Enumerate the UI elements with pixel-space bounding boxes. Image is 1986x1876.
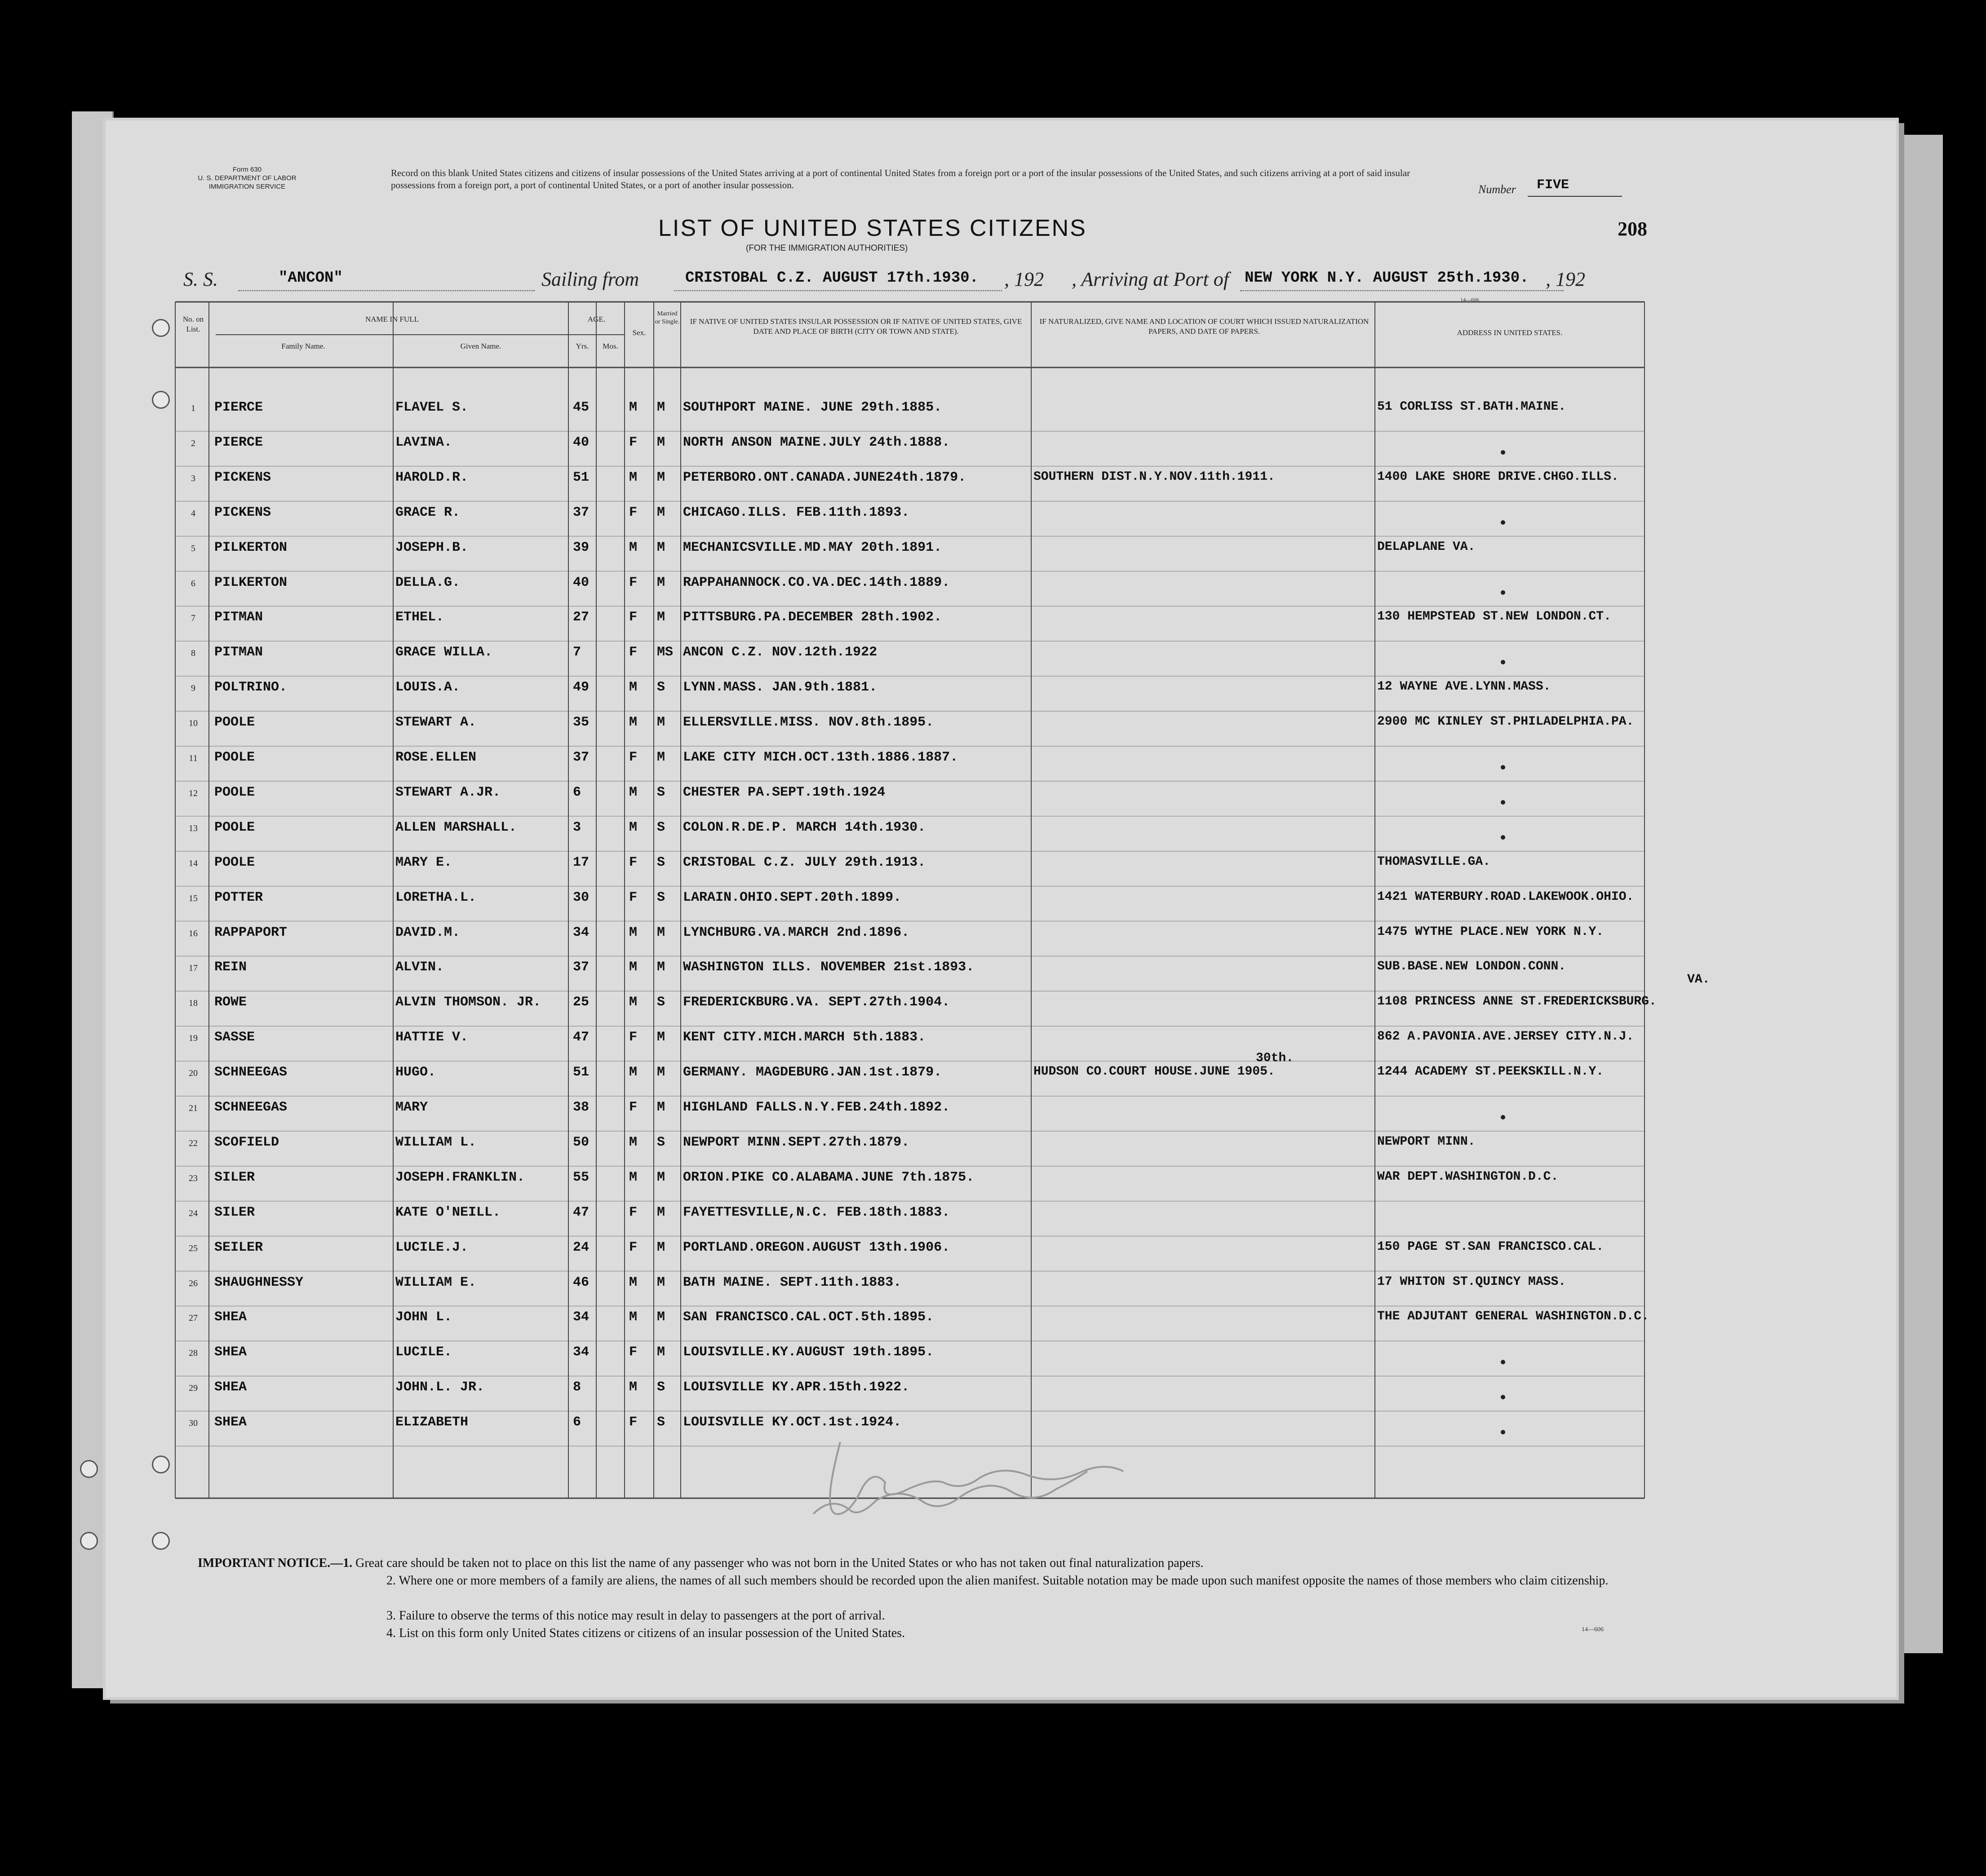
marital-status-cell: S	[657, 889, 665, 905]
marital-status-cell: S	[657, 995, 665, 1010]
birthplace-cell: CHICAGO.ILLS. FEB.11th.1893.	[683, 504, 910, 520]
birthplace-cell: LOUISVILLE KY.OCT.1st.1924.	[683, 1415, 902, 1430]
row-number: 16	[189, 928, 198, 938]
row-number: 10	[189, 718, 198, 729]
given-name-cell: WILLIAM E.	[395, 1274, 477, 1290]
family-name-cell: POTTER	[214, 889, 263, 905]
sex-cell: F	[629, 1030, 638, 1045]
punch-hole	[152, 1456, 170, 1473]
birthplace-cell: CHESTER PA.SEPT.19th.1924	[683, 784, 886, 800]
number-label: Number	[1478, 183, 1516, 196]
family-name-cell: SHEA	[214, 1415, 247, 1430]
birthplace-cell: LARAIN.OHIO.SEPT.20th.1899.	[683, 889, 902, 905]
sex-cell: M	[629, 715, 638, 730]
family-name-cell: SHEA	[214, 1380, 247, 1395]
age-cell: 3	[573, 819, 581, 835]
birthplace-cell: ELLERSVILLE.MISS. NOV.8th.1895.	[683, 715, 934, 730]
marital-status-cell: M	[657, 469, 665, 485]
row-number: 4	[191, 508, 195, 518]
punch-hole	[152, 1532, 170, 1550]
given-name-cell: STEWART A.JR.	[395, 784, 501, 800]
page-title: LIST OF UNITED STATES CITIZENS	[658, 215, 1087, 241]
birthplace-cell: ANCON C.Z. NOV.12th.1922	[683, 645, 878, 660]
family-name-cell: PITMAN	[214, 645, 263, 660]
given-name-cell: WILLIAM L.	[395, 1134, 477, 1150]
family-name-cell: PICKENS	[214, 469, 271, 485]
birthplace-cell: MECHANICSVILLE.MD.MAY 20th.1891.	[683, 540, 942, 555]
birthplace-cell: HIGHLAND FALLS.N.Y.FEB.24th.1892.	[683, 1100, 950, 1115]
row-number: 26	[189, 1278, 198, 1288]
marital-status-cell: M	[657, 750, 665, 765]
row-number: 8	[191, 648, 195, 659]
notice-item-3: 3. Failure to observe the terms of this notice may result in delay to passengers at the port of arrival.	[386, 1609, 885, 1623]
row-number: 21	[189, 1103, 198, 1113]
birthplace-cell: PETERBORO.ONT.CANADA.JUNE24th.1879.	[683, 469, 966, 485]
notice-item-1: Great care should be taken not to place on this list the name of any passenger who was not born in the United States or who has not taken out final naturalization papers.	[355, 1556, 1204, 1570]
address-cell: WAR DEPT.WASHINGTON.D.C.	[1377, 1169, 1559, 1184]
address-cell: 17 WHITON ST.QUINCY MASS.	[1377, 1274, 1566, 1289]
row-number: 23	[189, 1173, 198, 1183]
given-name-cell: JOHN.L. JR.	[395, 1380, 485, 1395]
address-note: VA.	[1687, 973, 1710, 987]
family-name-cell: SEILER	[214, 1239, 263, 1255]
given-name-cell: ALVIN THOMSON. JR.	[395, 995, 541, 1010]
notice-item-2: 2. Where one or more members of a family are aliens, the names of all such members should be recorded upon the alien manifest. Suitable notation may be made upon such manifest opposite the names of those members who claim citizenship.	[386, 1574, 1609, 1588]
sex-cell: M	[629, 1380, 638, 1395]
given-name-cell: HUGO.	[395, 1065, 436, 1080]
col-header-naturalized: IF NATURALIZED, GIVE NAME AND LOCATION OF COURT WHICH ISSUED NATURALIZATION PAPERS, AND DATE OF PAPERS.	[1039, 317, 1369, 336]
row-number: 18	[189, 998, 198, 1009]
handwritten-signature	[786, 1424, 1281, 1545]
row-number: 13	[189, 823, 198, 833]
marital-status-cell: S	[657, 1380, 665, 1395]
punch-hole	[152, 319, 170, 337]
marital-status-cell: M	[657, 925, 665, 940]
form-identifier	[175, 165, 319, 191]
family-name-cell: SHEA	[214, 1310, 247, 1325]
age-cell: 30	[573, 889, 590, 905]
form-number: Form 630	[232, 166, 262, 173]
family-name-cell: REIN	[214, 960, 247, 975]
sex-cell: M	[629, 819, 638, 835]
ditto-mark	[1501, 1115, 1505, 1119]
age-cell: 34	[573, 925, 590, 940]
age-cell: 37	[573, 960, 590, 975]
given-name-cell: GRACE R.	[395, 504, 461, 520]
form-instructions: Record on this blank United States citizens and citizens of insular possessions of the United States arriving at a port of continental United States from a foreign port or a port of the insular possessions of the United States, and such citizens arriving at a port of said insular possessions from a foreign port, a port of continental United States, or a port of another insular possession.	[391, 168, 1410, 190]
sex-cell: F	[629, 1239, 638, 1255]
family-name-cell: PITMAN	[214, 610, 263, 625]
sex-cell: M	[629, 960, 638, 975]
given-name-cell: ALLEN MARSHALL.	[395, 819, 517, 835]
age-cell: 46	[573, 1274, 590, 1290]
ss-line	[238, 290, 535, 291]
given-name-cell: FLAVEL S.	[395, 400, 469, 415]
family-name-cell: POOLE	[214, 784, 255, 800]
age-cell: 27	[573, 610, 590, 625]
sex-cell: M	[629, 680, 638, 695]
address-cell: 150 PAGE ST.SAN FRANCISCO.CAL.	[1377, 1239, 1604, 1254]
family-name-cell: SASSE	[214, 1030, 255, 1045]
sex-cell: F	[629, 854, 638, 870]
age-cell: 45	[573, 400, 590, 415]
given-name-cell: LOUIS.A.	[395, 680, 461, 695]
ditto-mark	[1501, 450, 1505, 455]
family-name-cell: SHEA	[214, 1345, 247, 1360]
birthplace-cell: PITTSBURG.PA.DECEMBER 28th.1902.	[683, 610, 942, 625]
row-number: 22	[189, 1138, 198, 1148]
marital-status-cell: M	[657, 715, 665, 730]
col-header-name: NAME IN FULL	[365, 315, 419, 323]
age-cell: 24	[573, 1239, 590, 1255]
marital-status-cell: M	[657, 1100, 665, 1115]
address-cell: 130 HEMPSTEAD ST.NEW LONDON.CT.	[1377, 610, 1611, 624]
birthplace-cell: ORION.PIKE CO.ALABAMA.JUNE 7th.1875.	[683, 1169, 975, 1185]
birthplace-cell: GERMANY. MAGDEBURG.JAN.1st.1879.	[683, 1065, 942, 1080]
age-cell: 40	[573, 434, 590, 450]
given-name-cell: LAVINA.	[395, 434, 452, 450]
marital-status-cell: S	[657, 784, 665, 800]
row-number: 2	[191, 438, 195, 448]
age-cell: 49	[573, 680, 590, 695]
sex-cell: M	[629, 540, 638, 555]
family-name-cell: SILER	[214, 1204, 255, 1220]
col-header-mos: Mos.	[603, 342, 618, 350]
given-name-cell: HAROLD.R.	[395, 469, 469, 485]
arriving-line	[1240, 290, 1564, 291]
given-name-cell: JOHN L.	[395, 1310, 452, 1325]
age-cell: 39	[573, 540, 590, 555]
naturalization-cell: HUDSON CO.COURT HOUSE.JUNE 1905.	[1033, 1065, 1275, 1079]
sex-cell: M	[629, 1274, 638, 1290]
family-name-cell: SCOFIELD	[214, 1134, 279, 1150]
family-name-cell: SCHNEEGAS	[214, 1100, 288, 1115]
sex-cell: F	[629, 575, 638, 590]
address-cell: SUB.BASE.NEW LONDON.CONN.	[1377, 960, 1566, 974]
address-cell: 1421 WATERBURY.ROAD.LAKEWOOK.OHIO.	[1377, 889, 1634, 904]
row-number: 25	[189, 1243, 198, 1253]
age-cell: 8	[573, 1380, 581, 1395]
col-header-given: Given Name.	[460, 342, 501, 350]
col-header-birth: IF NATIVE OF UNITED STATES INSULAR POSSESSION OR IF NATIVE OF UNITED STATES, GIVE DATE AND PLACE OF BIRTH (CITY OR TOWN AND STATE).	[690, 317, 1022, 336]
sailing-value: CRISTOBAL C.Z. AUGUST 17th.1930.	[685, 270, 979, 287]
sex-cell: M	[629, 400, 638, 415]
age-cell: 7	[573, 645, 581, 660]
row-number: 14	[189, 858, 198, 868]
age-cell: 51	[573, 1065, 590, 1080]
marital-status-cell: M	[657, 434, 665, 450]
birthplace-cell: WASHINGTON ILLS. NOVEMBER 21st.1893.	[683, 960, 975, 975]
sex-cell: M	[629, 995, 638, 1010]
sex-cell: M	[629, 784, 638, 800]
sex-cell: F	[629, 1415, 638, 1430]
family-name-cell: POOLE	[214, 715, 255, 730]
age-cell: 6	[573, 784, 581, 800]
marital-status-cell: M	[657, 1065, 665, 1080]
marital-status-cell: M	[657, 575, 665, 590]
sailing-label: Sailing from	[541, 268, 639, 290]
birthplace-cell: FREDERICKBURG.VA. SEPT.27th.1904.	[683, 995, 950, 1010]
given-name-cell: ETHEL.	[395, 610, 444, 625]
punch-hole	[80, 1460, 98, 1478]
sex-cell: F	[629, 750, 638, 765]
row-number: 29	[189, 1383, 198, 1394]
ss-label: S. S.	[183, 268, 218, 290]
address-cell: 1475 WYTHE PLACE.NEW YORK N.Y.	[1377, 925, 1604, 939]
birthplace-cell: SAN FRANCISCO.CAL.OCT.5th.1895.	[683, 1310, 934, 1325]
marital-status-cell: M	[657, 1169, 665, 1185]
ditto-mark	[1501, 520, 1505, 525]
given-name-cell: DAVID.M.	[395, 925, 461, 940]
col-header-sex: Sex.	[632, 328, 646, 337]
family-name-cell: PIERCE	[214, 400, 263, 415]
year-label-1: , 192	[1004, 268, 1044, 290]
given-name-cell: ELIZABETH	[395, 1415, 469, 1430]
col-header-address: ADDRESS IN UNITED STATES.	[1457, 328, 1563, 337]
age-cell: 37	[573, 750, 590, 765]
address-cell: 1108 PRINCESS ANNE ST.FREDERICKSBURG.	[1377, 995, 1657, 1009]
family-name-cell: SILER	[214, 1169, 255, 1185]
birthplace-cell: BATH MAINE. SEPT.11th.1883.	[683, 1274, 902, 1290]
given-name-cell: ROSE.ELLEN	[395, 750, 477, 765]
address-cell: THOMASVILLE.GA.	[1377, 854, 1491, 869]
family-name-cell: PIERCE	[214, 434, 263, 450]
sex-cell: M	[629, 1065, 638, 1080]
marital-status-cell: MS	[657, 645, 674, 660]
sex-cell: F	[629, 1204, 638, 1220]
ditto-mark	[1501, 835, 1505, 840]
sex-cell: M	[629, 1134, 638, 1150]
row-number: 11	[189, 753, 198, 763]
naturalized-note: 30th.	[1256, 1051, 1294, 1065]
year-label-2: , 192	[1546, 268, 1585, 290]
sex-cell: M	[629, 1310, 638, 1325]
marital-status-cell: M	[657, 960, 665, 975]
row-number: 7	[191, 613, 195, 624]
birthplace-cell: COLON.R.DE.P. MARCH 14th.1930.	[683, 819, 926, 835]
row-number: 20	[189, 1068, 198, 1079]
address-cell: 1244 ACADEMY ST.PEEKSKILL.N.Y.	[1377, 1065, 1604, 1079]
row-number: 27	[189, 1313, 198, 1323]
row-number: 1	[191, 403, 195, 413]
printer-code-top: 14—606	[1460, 296, 1479, 303]
marital-status-cell: M	[657, 1310, 665, 1325]
sailing-line	[674, 290, 1002, 291]
marital-status-cell: M	[657, 1345, 665, 1360]
address-cell: DELAPLANE VA.	[1377, 540, 1476, 554]
row-number: 3	[191, 473, 195, 483]
form-department: U. S. DEPARTMENT OF LABOR	[198, 174, 297, 182]
age-cell: 35	[573, 715, 590, 730]
punch-hole	[152, 391, 170, 409]
given-name-cell: STEWART A.	[395, 715, 477, 730]
page-subtitle: (FOR THE IMMIGRATION AUTHORITIES)	[746, 243, 908, 253]
given-name-cell: LUCILE.J.	[395, 1239, 469, 1255]
sex-cell: F	[629, 645, 638, 660]
given-name-cell: KATE O'NEILL.	[395, 1204, 501, 1220]
marital-status-cell: S	[657, 680, 665, 695]
col-header-age: AGE.	[587, 315, 606, 323]
given-name-cell: JOSEPH.B.	[395, 540, 469, 555]
ditto-mark	[1501, 590, 1505, 595]
birthplace-cell: LOUISVILLE KY.APR.15th.1922.	[683, 1380, 910, 1395]
marital-status-cell: S	[657, 819, 665, 835]
marital-status-cell: M	[657, 1274, 665, 1290]
row-number: 12	[189, 788, 198, 798]
row-number: 15	[189, 893, 198, 903]
marital-status-cell: M	[657, 610, 665, 625]
family-name-cell: ROWE	[214, 995, 247, 1010]
family-name-cell: PICKENS	[214, 504, 271, 520]
marital-status-cell: S	[657, 1134, 665, 1150]
sex-cell: F	[629, 889, 638, 905]
address-cell: 862 A.PAVONIA.AVE.JERSEY CITY.N.J.	[1377, 1030, 1634, 1044]
family-name-cell: SCHNEEGAS	[214, 1065, 288, 1080]
col-header-married: Married or Single.	[655, 310, 680, 325]
given-name-cell: HATTIE V.	[395, 1030, 469, 1045]
given-name-cell: LUCILE.	[395, 1345, 452, 1360]
naturalization-cell: SOUTHERN DIST.N.Y.NOV.11th.1911.	[1033, 469, 1275, 484]
birthplace-cell: KENT CITY.MICH.MARCH 5th.1883.	[683, 1030, 926, 1045]
row-number: 6	[191, 578, 195, 588]
birthplace-cell: CRISTOBAL C.Z. JULY 29th.1913.	[683, 854, 926, 870]
ditto-mark	[1501, 800, 1505, 805]
birthplace-cell: LOUISVILLE.KY.AUGUST 19th.1895.	[683, 1345, 934, 1360]
family-name-cell: POOLE	[214, 750, 255, 765]
marital-status-cell: M	[657, 1030, 665, 1045]
birthplace-cell: NEWPORT MINN.SEPT.27th.1879.	[683, 1134, 910, 1150]
age-cell: 51	[573, 469, 590, 485]
sex-cell: M	[629, 1169, 638, 1185]
sex-cell: F	[629, 434, 638, 450]
age-cell: 38	[573, 1100, 590, 1115]
birthplace-cell: SOUTHPORT MAINE. JUNE 29th.1885.	[683, 400, 942, 415]
notice-item-4: 4. List on this form only United States citizens or citizens of an insular possession of the United States.	[386, 1626, 905, 1640]
address-cell: 51 CORLISS ST.BATH.MAINE.	[1377, 400, 1566, 414]
given-name-cell: DELLA.G.	[395, 575, 461, 590]
family-name-cell: POOLE	[214, 854, 255, 870]
age-cell: 6	[573, 1415, 581, 1430]
birthplace-cell: LYNCHBURG.VA.MARCH 2nd.1896.	[683, 925, 910, 940]
age-cell: 55	[573, 1169, 590, 1185]
address-cell: THE ADJUTANT GENERAL WASHINGTON.D.C.	[1377, 1310, 1649, 1324]
birthplace-cell: LAKE CITY MICH.OCT.13th.1886.1887.	[683, 750, 958, 765]
age-cell: 37	[573, 504, 590, 520]
birthplace-cell: FAYETTESVILLE,N.C. FEB.18th.1883.	[683, 1204, 950, 1220]
given-name-cell: LORETHA.L.	[395, 889, 477, 905]
family-name-cell: POOLE	[214, 819, 255, 835]
given-name-cell: MARY E.	[395, 854, 452, 870]
row-number: 24	[189, 1208, 198, 1218]
ditto-mark	[1501, 765, 1505, 770]
row-number: 28	[189, 1348, 198, 1358]
birthplace-cell: LYNN.MASS. JAN.9th.1881.	[683, 680, 878, 695]
family-name-cell: PILKERTON	[214, 575, 288, 590]
sex-cell: F	[629, 1100, 638, 1115]
marital-status-cell: M	[657, 540, 665, 555]
number-underline	[1528, 196, 1622, 197]
marital-status-cell: M	[657, 504, 665, 520]
row-number: 17	[189, 963, 198, 973]
sex-cell: F	[629, 504, 638, 520]
family-name-cell: SHAUGHNESSY	[214, 1274, 304, 1290]
number-value: FIVE	[1537, 177, 1569, 193]
sex-cell: F	[629, 1345, 638, 1360]
arriving-value: NEW YORK N.Y. AUGUST 25th.1930.	[1245, 270, 1529, 287]
given-name-cell: GRACE WILLA.	[395, 645, 493, 660]
col-header-yrs: Yrs.	[576, 342, 589, 350]
age-cell: 50	[573, 1134, 590, 1150]
address-cell: 12 WAYNE AVE.LYNN.MASS.	[1377, 680, 1551, 694]
form-service: IMMIGRATION SERVICE	[208, 183, 286, 190]
birthplace-cell: PORTLAND.OREGON.AUGUST 13th.1906.	[683, 1239, 950, 1255]
family-name-cell: POLTRINO.	[214, 680, 288, 695]
given-name-cell: ALVIN.	[395, 960, 444, 975]
ss-value: "ANCON"	[279, 270, 343, 287]
age-cell: 17	[573, 854, 590, 870]
address-cell: 1400 LAKE SHORE DRIVE.CHGO.ILLS.	[1377, 469, 1619, 484]
given-name-cell: MARY	[395, 1100, 428, 1115]
col-header-no: No. on List.	[182, 315, 204, 333]
family-name-cell: PILKERTON	[214, 540, 288, 555]
notice-lead: IMPORTANT NOTICE.—1.	[198, 1556, 353, 1570]
family-name-cell: RAPPAPORT	[214, 925, 288, 940]
age-cell: 25	[573, 995, 590, 1010]
age-cell: 34	[573, 1345, 590, 1360]
col-header-family: Family Name.	[281, 342, 325, 350]
punch-hole	[80, 1532, 98, 1550]
sex-cell: F	[629, 610, 638, 625]
row-number: 5	[191, 543, 195, 553]
birthplace-cell: NORTH ANSON MAINE.JULY 24th.1888.	[683, 434, 950, 450]
age-cell: 34	[573, 1310, 590, 1325]
marital-status-cell: M	[657, 1239, 665, 1255]
row-number: 30	[189, 1418, 198, 1429]
row-number: 19	[189, 1033, 198, 1044]
arriving-label: , Arriving at Port of	[1072, 268, 1229, 290]
given-name-cell: JOSEPH.FRANKLIN.	[395, 1169, 525, 1185]
marital-status-cell: S	[657, 854, 665, 870]
birthplace-cell: RAPPAHANNOCK.CO.VA.DEC.14th.1889.	[683, 575, 950, 590]
page-number: 208	[1618, 218, 1647, 240]
row-number: 9	[191, 683, 195, 694]
age-cell: 47	[573, 1030, 590, 1045]
address-cell: 2900 MC KINLEY ST.PHILADELPHIA.PA.	[1377, 715, 1634, 729]
age-cell: 47	[573, 1204, 590, 1220]
sex-cell: M	[629, 469, 638, 485]
sex-cell: M	[629, 925, 638, 940]
marital-status-cell: S	[657, 1415, 665, 1430]
address-cell: NEWPORT MINN.	[1377, 1134, 1476, 1149]
age-cell: 40	[573, 575, 590, 590]
printer-code-bottom: 14—606	[1582, 1626, 1604, 1633]
marital-status-cell: M	[657, 400, 665, 415]
marital-status-cell: M	[657, 1204, 665, 1220]
